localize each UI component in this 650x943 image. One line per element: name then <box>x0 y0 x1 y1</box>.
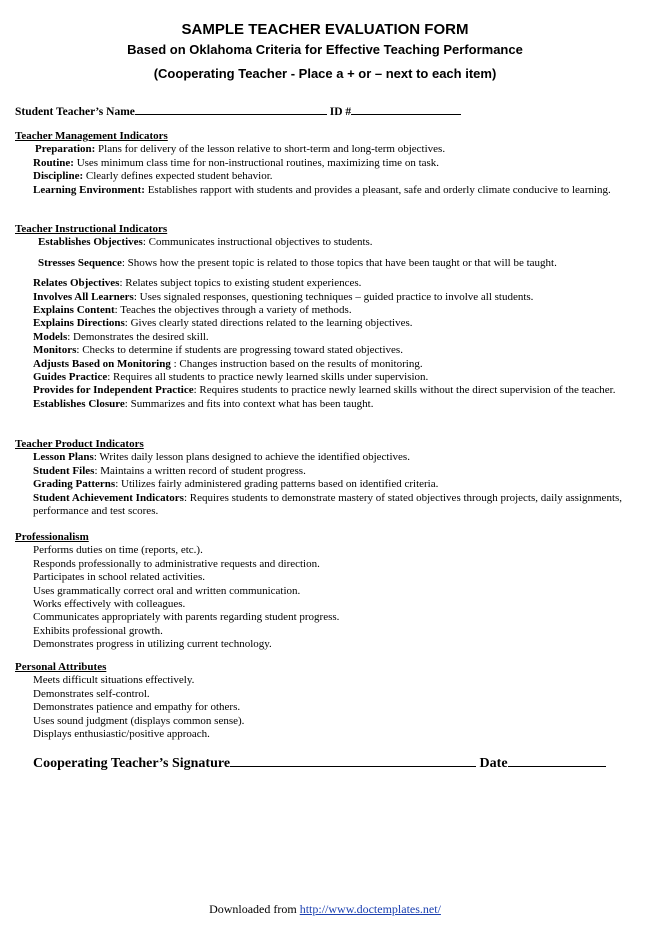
signature-blank[interactable] <box>230 752 476 767</box>
product-section <box>15 438 625 518</box>
list-item <box>15 317 625 330</box>
list-item: Uses grammatically correct oral and written communication. <box>33 584 301 597</box>
section-heading: Teacher Management Indicators <box>15 130 168 142</box>
item-term: Routine: <box>33 156 74 169</box>
item-term: Establishes Closure <box>33 397 125 410</box>
list-item <box>15 257 625 270</box>
list-item: Displays enthusiastic/positive approach. <box>33 728 210 741</box>
list-item: Responds professionally to administrative requests and direction. <box>33 557 320 570</box>
list-item <box>15 384 625 397</box>
student-name-label: Student Teacher’s Name <box>15 106 135 118</box>
item-term: Student Achievement Indicators <box>33 491 184 504</box>
list-item <box>15 331 625 344</box>
item-text: : Relates subject topics to existing student experiences. <box>119 277 362 290</box>
list-item: Uses sound judgment (displays common sense). <box>33 714 245 727</box>
list-item <box>15 371 625 384</box>
list-item <box>15 157 625 170</box>
item-text: : Gives clearly stated directions related to the learning objectives. <box>124 317 413 330</box>
item-text: : Demonstrates the desired skill. <box>67 330 209 343</box>
list-item <box>15 170 625 183</box>
item-term: Monitors <box>33 344 77 357</box>
item-text: : Requires students to demonstrate mastery of stated objectives through projects, daily assignments, performance and test scores. <box>33 491 623 518</box>
item-term: Grading Patterns <box>33 478 116 491</box>
list-item <box>15 184 625 197</box>
list-item: Meets difficult situations effectively. <box>33 674 195 687</box>
footer-prefix: Downloaded from <box>209 902 300 916</box>
list-item <box>15 304 625 317</box>
item-term: Lesson Plans <box>33 451 94 464</box>
list-item <box>15 398 625 411</box>
professionalism-section <box>15 531 625 652</box>
item-term: Provides for Independent Practice <box>33 384 194 397</box>
item-term: Learning Environment: <box>33 183 145 196</box>
list-item <box>15 291 625 304</box>
item-text: Uses minimum class time for non-instructional routines, maximizing time on task. <box>73 156 440 169</box>
item-text: : Requires all students to practice newly learned skills under supervision. <box>107 371 429 384</box>
item-text: : Checks to determine if students are progressing toward stated objectives. <box>76 344 403 357</box>
section-heading: Personal Attributes <box>15 661 107 673</box>
item-term: Adjusts Based on Monitoring <box>33 357 171 370</box>
list-item: Communicates appropriately with parents regarding student progress. <box>33 611 340 624</box>
form-subtitle: Based on Oklahoma Criteria for Effective Teaching Performance <box>127 42 523 57</box>
list-item <box>15 465 625 478</box>
personal-attributes-section <box>15 661 625 741</box>
list-item <box>15 236 625 249</box>
item-text: : Shows how the present topic is related to those topics that have been taught or that will be taught. <box>121 256 557 269</box>
list-item <box>15 143 625 156</box>
form-title: SAMPLE TEACHER EVALUATION FORM <box>181 21 469 38</box>
list-item <box>15 451 625 464</box>
section-heading: Teacher Instructional Indicators <box>15 223 168 235</box>
section-heading: Teacher Product Indicators <box>15 438 144 450</box>
item-term: Explains Content <box>33 304 115 317</box>
student-id-blank[interactable] <box>351 102 461 115</box>
item-text: : Maintains a written record of student progress. <box>94 464 306 477</box>
item-text: Plans for delivery of the lesson relative to short-term and long-term objectives. <box>95 143 446 156</box>
student-name-blank[interactable] <box>135 102 327 115</box>
list-item <box>15 277 625 290</box>
item-term: Preparation: <box>35 143 96 156</box>
student-id-label: ID # <box>329 106 352 118</box>
instructional-section <box>15 223 625 411</box>
form-instruction: (Cooperating Teacher - Place a + or – next to each item) <box>153 66 497 81</box>
signature-line <box>33 752 606 772</box>
list-item <box>15 492 625 519</box>
item-text: Establishes rapport with students and provides a pleasant, safe and orderly climate conducive to learning. <box>144 183 611 196</box>
list-item <box>15 478 625 491</box>
signature-label: Cooperating Teacher’s Signature <box>33 756 231 771</box>
item-term: Models <box>33 330 68 343</box>
list-item <box>15 344 625 357</box>
item-text: : Teaches the objectives through a variety of methods. <box>114 304 352 317</box>
management-section <box>15 130 625 197</box>
item-term: Explains Directions <box>33 317 125 330</box>
list-item <box>15 358 625 371</box>
list-item: Demonstrates progress in utilizing current technology. <box>33 638 272 651</box>
footer-link[interactable]: http://www.doctemplates.net/ <box>299 902 441 916</box>
item-text: : Summarizes and fits into context what has been taught. <box>124 397 374 410</box>
item-text: : Communicates instructional objectives to students. <box>142 236 373 249</box>
list-item: Works effectively with colleagues. <box>33 598 186 611</box>
list-item: Demonstrates patience and empathy for others. <box>33 701 241 714</box>
item-term: Stresses Sequence <box>38 256 122 269</box>
item-text: Clearly defines expected student behavior. <box>83 170 273 183</box>
item-term: Relates Objectives <box>33 277 120 290</box>
item-term: Establishes Objectives <box>38 236 143 249</box>
date-label: Date <box>479 756 508 771</box>
list-item: Demonstrates self-control. <box>33 687 150 700</box>
date-blank[interactable] <box>508 752 606 767</box>
item-text: : Requires students to practice newly learned skills without the direct supervision of the teacher. <box>193 384 616 397</box>
footer <box>0 902 650 917</box>
item-term: Involves All Learners <box>33 290 134 303</box>
item-text: : Uses signaled responses, questioning techniques – guided practice to involve all students. <box>133 290 534 303</box>
item-text: : Changes instruction based on the results of monitoring. <box>170 357 423 370</box>
student-name-line <box>15 102 461 118</box>
item-term: Discipline: <box>33 170 84 183</box>
section-heading: Professionalism <box>15 531 89 543</box>
list-item: Performs duties on time (reports, etc.). <box>33 544 203 557</box>
list-item: Exhibits professional growth. <box>33 624 163 637</box>
item-term: Guides Practice <box>33 371 108 384</box>
item-text: : Writes daily lesson plans designed to achieve the identified objectives. <box>93 451 410 464</box>
list-item: Participates in school related activities. <box>33 571 205 584</box>
item-text: : Utilizes fairly administered grading patterns based on identified criteria. <box>115 478 439 491</box>
item-term: Student Files <box>33 464 95 477</box>
